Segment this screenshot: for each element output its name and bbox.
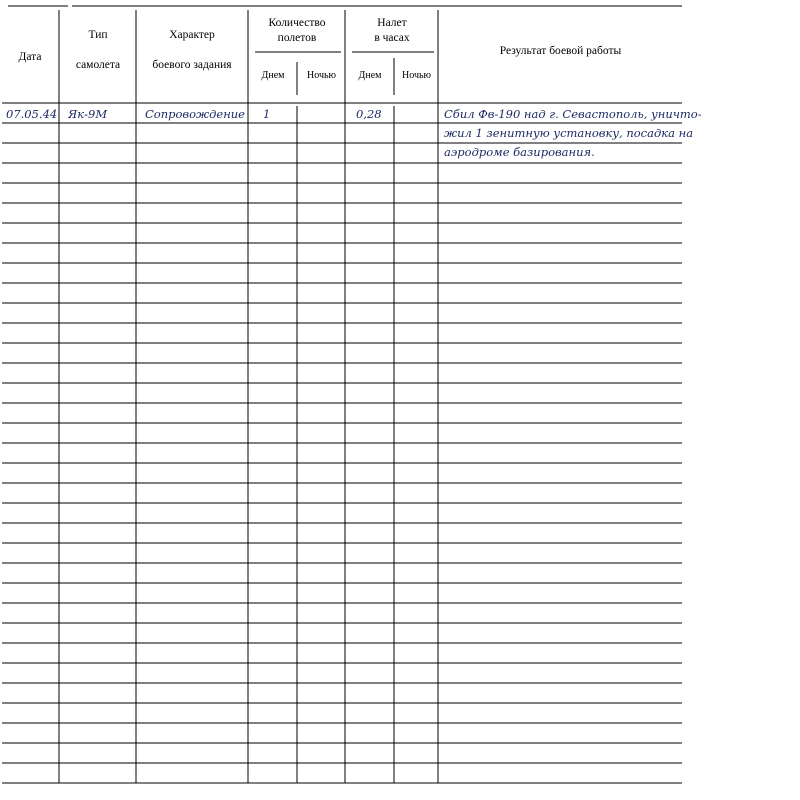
entry-date: 07.05.44 xyxy=(6,107,58,121)
header-result: Результат боевой работы xyxy=(499,45,622,57)
header-sorties-night: Ночью xyxy=(306,70,337,81)
entry-result-line-3: аэродроме базирования. xyxy=(444,145,595,159)
entry-sorties-day: 1 xyxy=(263,107,271,121)
header-hours-title-line2: в часах xyxy=(374,32,410,44)
header-mission-line2: боевого задания xyxy=(152,59,232,71)
header-sorties-title-line1: Количество xyxy=(268,17,326,29)
header-mission-line1: Характер xyxy=(169,29,215,41)
entry-result-line-2: жил 1 зенитную установку, посадка на xyxy=(444,126,694,140)
header-hours-night: Ночью xyxy=(401,70,432,81)
header-sorties-day: Днем xyxy=(261,70,285,81)
entry-aircraft-type: Як-9М xyxy=(68,107,108,121)
header-date: Дата xyxy=(18,51,42,63)
header-aircraft-type-line2: самолета xyxy=(75,59,121,71)
entry-result-line-1: Сбил Фв-190 над г. Севастополь, уничто- xyxy=(444,107,702,121)
header-aircraft-type-line1: Тип xyxy=(88,29,108,41)
header-hours-day: Днем xyxy=(358,70,382,81)
entry-mission: Сопровождение xyxy=(145,107,245,121)
header-sorties-title-line2: полетов xyxy=(277,32,317,44)
header-hours-title-line1: Налет xyxy=(377,17,407,29)
entry-hours-day: 0,28 xyxy=(356,107,382,121)
